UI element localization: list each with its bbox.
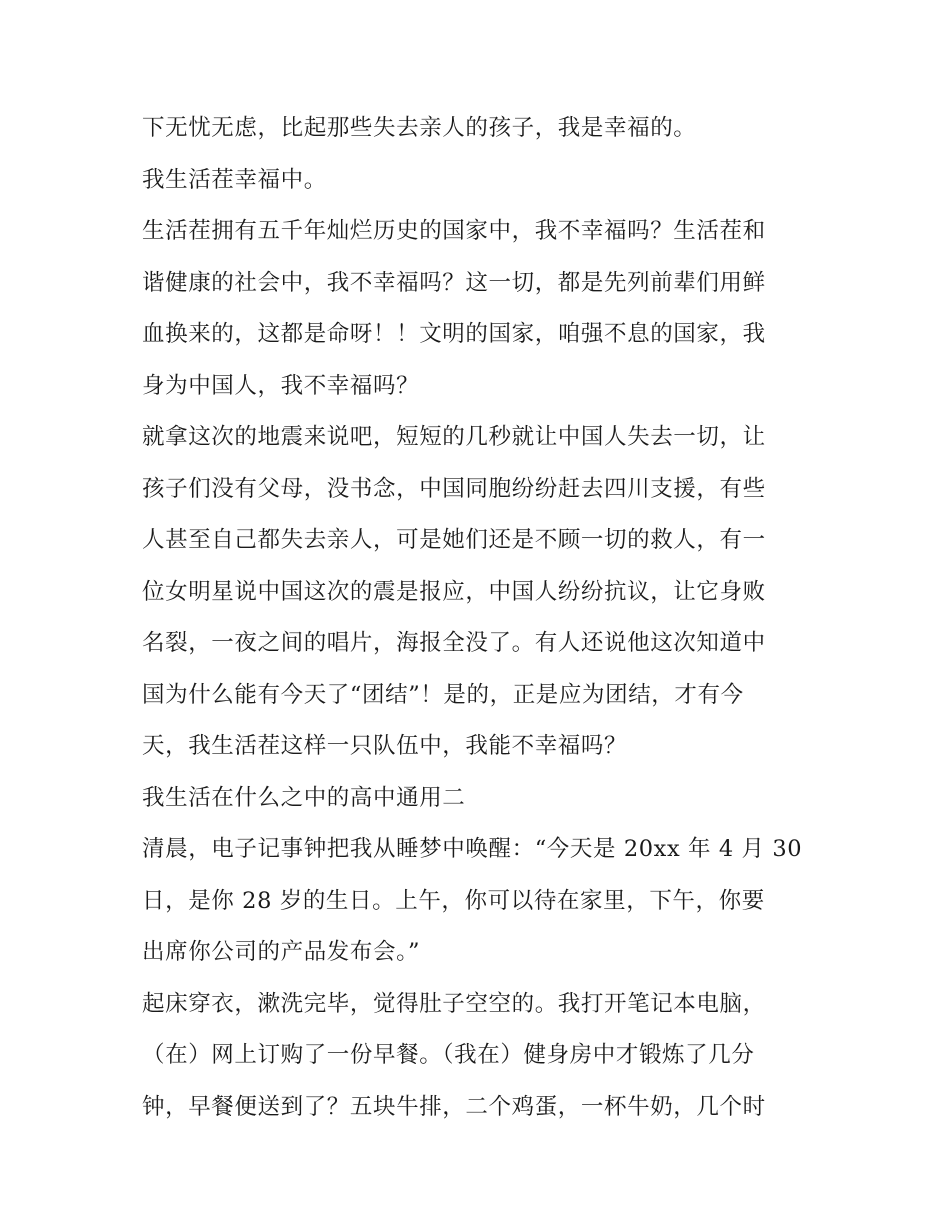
text-line: 日，是你 28 岁的生日。上午，你可以待在家里，下午，你要 <box>142 888 765 914</box>
text-line: （在）网上订购了一份早餐。（我在）健身房中才锻炼了几分 <box>142 1042 755 1068</box>
text-line: 谐健康的社会中，我不幸福吗？这一切，都是先列前辈们用鲜 <box>142 270 766 296</box>
text-line: 国为什么能有今天了“团结”！是的，正是应为团结，才有今 <box>142 682 744 708</box>
text-line: 就拿这次的地震来说吧，短短的几秒就让中国人失去一切，让 <box>142 424 766 450</box>
text-line: 出席你公司的产品发布会。” <box>142 939 421 965</box>
text-line: 身为中国人，我不幸福吗？ <box>142 373 420 399</box>
text-line: 位女明星说中国这次的震是报应，中国人纷纷抗议，让它身败 <box>142 579 766 605</box>
section-heading: 我生活在什么之中的高中通用二 <box>142 785 466 811</box>
text-line: 钟，早餐便送到了？五块牛排，二个鸡蛋，一杯牛奶，几个时 <box>142 1094 766 1120</box>
text-line: 生活茬拥有五千年灿烂历史的国家中，我不幸福吗？生活茬和 <box>142 218 766 244</box>
text-line: 我生活茬幸福中。 <box>142 167 327 193</box>
text-line: 清晨，电子记事钟把我从睡梦中唤醒：“今天是 20xx 年 4 月 30 <box>142 836 803 862</box>
text-line: 下无忧无虑，比起那些失去亲人的孩子，我是幸福的。 <box>142 115 697 141</box>
text-line: 孩子们没有父母，没书念，中国同胞纷纷赶去四川支援，有些 <box>142 476 766 502</box>
text-line: 天，我生活茬这样一只队伍中，我能不幸福吗？ <box>142 733 628 759</box>
text-line: 名裂，一夜之间的唱片，海报全没了。有人还说他这次知道中 <box>142 630 766 656</box>
text-line: 人甚至自己都失去亲人，可是她们还是不顾一切的救人，有一 <box>142 527 766 553</box>
text-line: 起床穿衣，漱洗完毕，觉得肚子空空的。我打开笔记本电脑， <box>142 991 766 1017</box>
text-line: 血换来的，这都是命呀！！文明的国家，咱强不息的国家，我 <box>142 321 766 347</box>
